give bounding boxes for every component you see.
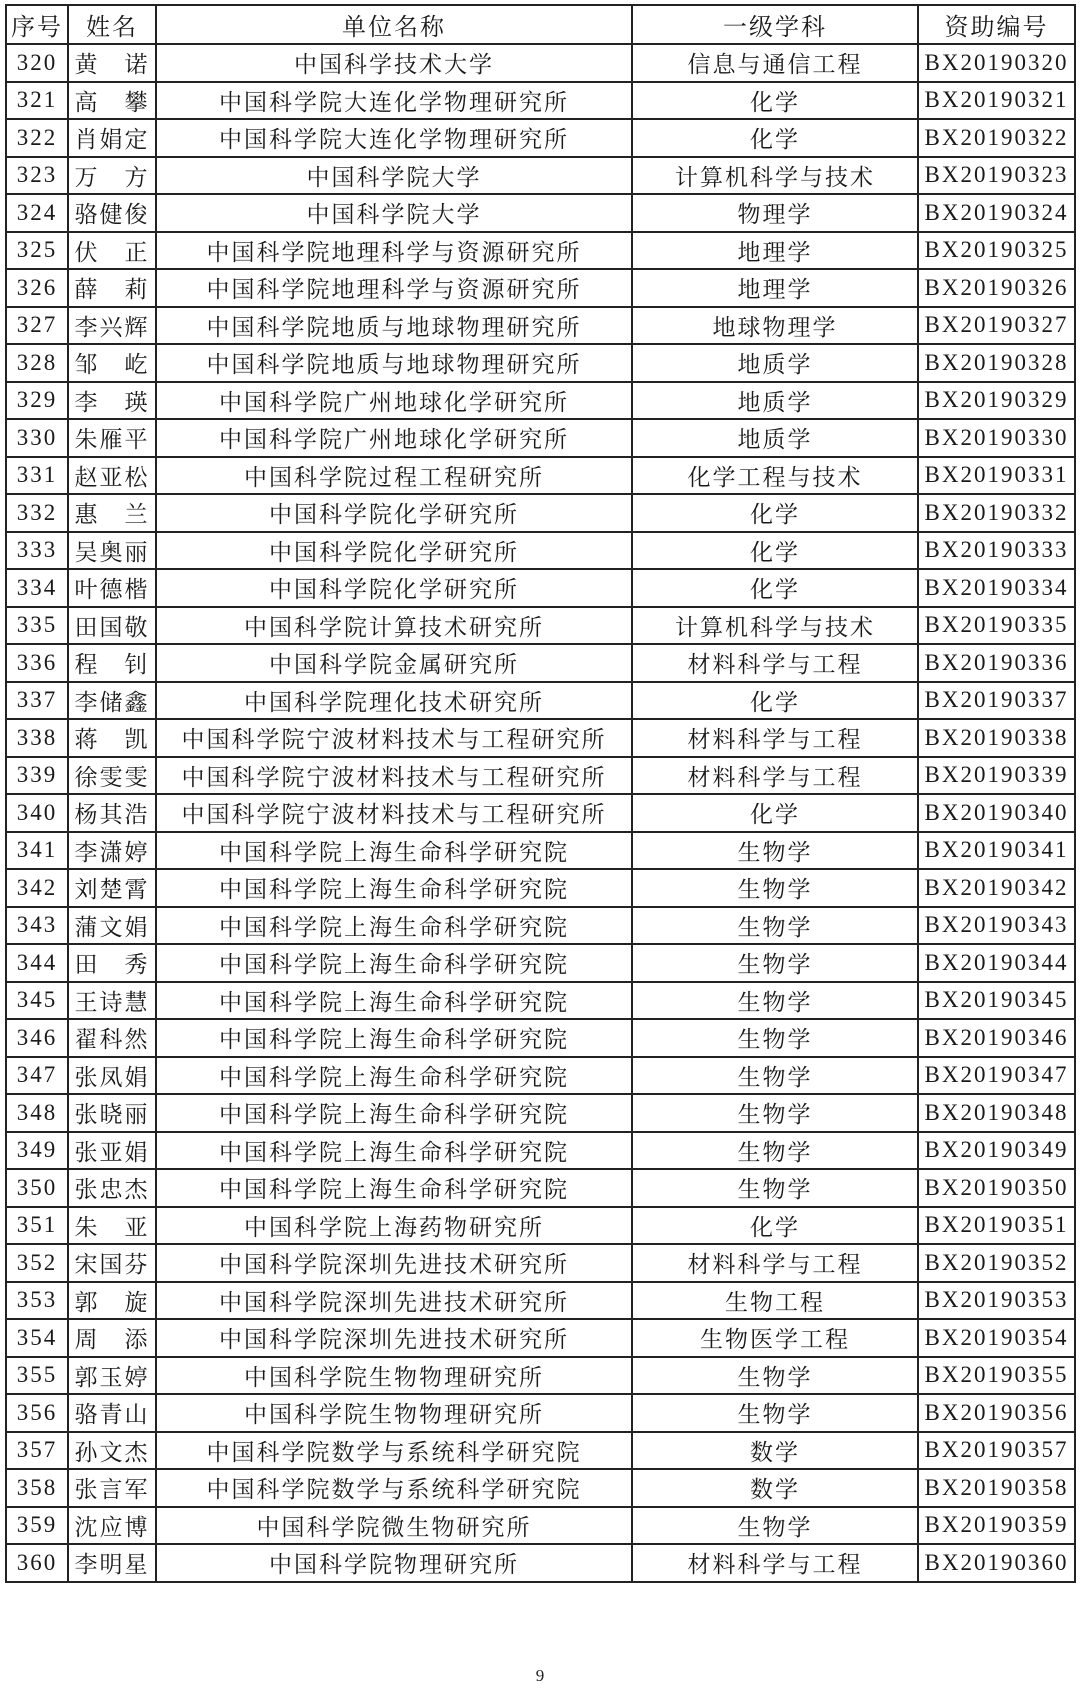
table-row bbox=[6, 1319, 1075, 1357]
table-row bbox=[6, 1244, 1075, 1282]
cell-seq: 333 bbox=[6, 532, 68, 570]
cell-subject: 生物学 bbox=[632, 869, 918, 907]
cell-unit: 中国科学院广州地球化学研究所 bbox=[156, 382, 632, 420]
cell-subject: 化学 bbox=[632, 794, 918, 832]
cell-seq: 358 bbox=[6, 1469, 68, 1507]
table-row bbox=[6, 157, 1075, 195]
cell-name: 蒲文娟 bbox=[68, 907, 156, 945]
cell-name: 骆健俊 bbox=[68, 194, 156, 232]
cell-name: 杨其浩 bbox=[68, 794, 156, 832]
cell-name: 肖娟定 bbox=[68, 119, 156, 157]
table-row bbox=[6, 1019, 1075, 1057]
table-row bbox=[6, 382, 1075, 420]
table-row bbox=[6, 607, 1075, 645]
table-row bbox=[6, 1507, 1075, 1545]
cell-subject: 生物学 bbox=[632, 1357, 918, 1395]
table-row bbox=[6, 982, 1075, 1020]
cell-seq: 341 bbox=[6, 832, 68, 870]
cell-grant-id: BX20190325 bbox=[918, 232, 1075, 270]
cell-seq: 352 bbox=[6, 1244, 68, 1282]
cell-name: 周 添 bbox=[68, 1319, 156, 1357]
cell-grant-id: BX20190323 bbox=[918, 157, 1075, 195]
table-row bbox=[6, 194, 1075, 232]
cell-name: 蒋 凯 bbox=[68, 719, 156, 757]
cell-grant-id: BX20190320 bbox=[918, 44, 1075, 82]
cell-seq: 348 bbox=[6, 1094, 68, 1132]
cell-name: 宋国芬 bbox=[68, 1244, 156, 1282]
cell-name: 郭玉婷 bbox=[68, 1357, 156, 1395]
cell-seq: 338 bbox=[6, 719, 68, 757]
cell-grant-id: BX20190331 bbox=[918, 457, 1075, 495]
cell-subject: 生物学 bbox=[632, 1132, 918, 1170]
cell-seq: 353 bbox=[6, 1282, 68, 1320]
table-row bbox=[6, 532, 1075, 570]
cell-name: 翟科然 bbox=[68, 1019, 156, 1057]
page-number: 9 bbox=[535, 1666, 545, 1685]
cell-subject: 化学 bbox=[632, 1207, 918, 1245]
table-row bbox=[6, 1394, 1075, 1432]
cell-unit: 中国科学院地理科学与资源研究所 bbox=[156, 232, 632, 270]
table-row bbox=[6, 1469, 1075, 1507]
cell-unit: 中国科学院广州地球化学研究所 bbox=[156, 419, 632, 457]
cell-grant-id: BX20190345 bbox=[918, 982, 1075, 1020]
table-row bbox=[6, 1169, 1075, 1207]
cell-seq: 339 bbox=[6, 757, 68, 795]
cell-grant-id: BX20190349 bbox=[918, 1132, 1075, 1170]
cell-seq: 342 bbox=[6, 869, 68, 907]
cell-name: 骆青山 bbox=[68, 1394, 156, 1432]
cell-name: 张晓丽 bbox=[68, 1094, 156, 1132]
cell-subject: 生物工程 bbox=[632, 1282, 918, 1320]
table-row bbox=[6, 907, 1075, 945]
cell-grant-id: BX20190337 bbox=[918, 682, 1075, 720]
header-subject: 一级学科 bbox=[632, 5, 918, 44]
cell-subject: 化学 bbox=[632, 532, 918, 570]
cell-name: 邹 屹 bbox=[68, 344, 156, 382]
table-row bbox=[6, 1282, 1075, 1320]
cell-seq: 321 bbox=[6, 82, 68, 120]
cell-unit: 中国科学院上海生命科学研究院 bbox=[156, 1057, 632, 1095]
cell-name: 李 瑛 bbox=[68, 382, 156, 420]
cell-subject: 数学 bbox=[632, 1469, 918, 1507]
cell-seq: 349 bbox=[6, 1132, 68, 1170]
cell-subject: 生物学 bbox=[632, 907, 918, 945]
cell-name: 张忠杰 bbox=[68, 1169, 156, 1207]
cell-subject: 计算机科学与技术 bbox=[632, 157, 918, 195]
cell-name: 惠 兰 bbox=[68, 494, 156, 532]
table-row bbox=[6, 794, 1075, 832]
cell-subject: 数学 bbox=[632, 1432, 918, 1470]
table-row bbox=[6, 82, 1075, 120]
cell-name: 叶德楷 bbox=[68, 569, 156, 607]
table-row bbox=[6, 307, 1075, 345]
cell-name: 张言军 bbox=[68, 1469, 156, 1507]
cell-seq: 359 bbox=[6, 1507, 68, 1545]
cell-subject: 材料科学与工程 bbox=[632, 719, 918, 757]
cell-name: 吴奥丽 bbox=[68, 532, 156, 570]
header-seq: 序号 bbox=[6, 5, 68, 44]
cell-subject: 地质学 bbox=[632, 419, 918, 457]
cell-seq: 344 bbox=[6, 944, 68, 982]
cell-name: 孙文杰 bbox=[68, 1432, 156, 1470]
table-body bbox=[6, 44, 1075, 1582]
cell-name: 高 攀 bbox=[68, 82, 156, 120]
cell-seq: 357 bbox=[6, 1432, 68, 1470]
table-row bbox=[6, 232, 1075, 270]
cell-unit: 中国科学院大学 bbox=[156, 194, 632, 232]
cell-unit: 中国科学院地质与地球物理研究所 bbox=[156, 344, 632, 382]
cell-name: 黄 诺 bbox=[68, 44, 156, 82]
cell-grant-id: BX20190360 bbox=[918, 1544, 1075, 1582]
cell-unit: 中国科学院上海生命科学研究院 bbox=[156, 1169, 632, 1207]
table-row bbox=[6, 269, 1075, 307]
table-row bbox=[6, 719, 1075, 757]
cell-seq: 328 bbox=[6, 344, 68, 382]
cell-grant-id: BX20190333 bbox=[918, 532, 1075, 570]
cell-unit: 中国科学院宁波材料技术与工程研究所 bbox=[156, 757, 632, 795]
table-row bbox=[6, 419, 1075, 457]
cell-subject: 生物学 bbox=[632, 1394, 918, 1432]
table-row bbox=[6, 569, 1075, 607]
cell-seq: 334 bbox=[6, 569, 68, 607]
cell-unit: 中国科学院上海生命科学研究院 bbox=[156, 944, 632, 982]
cell-unit: 中国科学院化学研究所 bbox=[156, 569, 632, 607]
table-row bbox=[6, 1057, 1075, 1095]
cell-seq: 324 bbox=[6, 194, 68, 232]
header-unit: 单位名称 bbox=[156, 5, 632, 44]
roster-table bbox=[5, 4, 1076, 1583]
cell-name: 薛 莉 bbox=[68, 269, 156, 307]
cell-name: 郭 旋 bbox=[68, 1282, 156, 1320]
cell-unit: 中国科学院生物物理研究所 bbox=[156, 1357, 632, 1395]
cell-unit: 中国科学院上海生命科学研究院 bbox=[156, 907, 632, 945]
cell-name: 田国敬 bbox=[68, 607, 156, 645]
cell-seq: 320 bbox=[6, 44, 68, 82]
cell-seq: 335 bbox=[6, 607, 68, 645]
cell-subject: 化学 bbox=[632, 494, 918, 532]
cell-grant-id: BX20190351 bbox=[918, 1207, 1075, 1245]
cell-subject: 地质学 bbox=[632, 382, 918, 420]
cell-subject: 材料科学与工程 bbox=[632, 1544, 918, 1582]
cell-name: 王诗慧 bbox=[68, 982, 156, 1020]
cell-unit: 中国科学院化学研究所 bbox=[156, 494, 632, 532]
cell-subject: 生物学 bbox=[632, 832, 918, 870]
header-name: 姓名 bbox=[68, 5, 156, 44]
cell-grant-id: BX20190344 bbox=[918, 944, 1075, 982]
cell-unit: 中国科学院地理科学与资源研究所 bbox=[156, 269, 632, 307]
cell-subject: 化学 bbox=[632, 82, 918, 120]
cell-unit: 中国科学院深圳先进技术研究所 bbox=[156, 1244, 632, 1282]
cell-unit: 中国科学院理化技术研究所 bbox=[156, 682, 632, 720]
cell-grant-id: BX20190326 bbox=[918, 269, 1075, 307]
cell-seq: 347 bbox=[6, 1057, 68, 1095]
cell-unit: 中国科学院地质与地球物理研究所 bbox=[156, 307, 632, 345]
cell-name: 万 方 bbox=[68, 157, 156, 195]
cell-subject: 化学 bbox=[632, 682, 918, 720]
cell-grant-id: BX20190343 bbox=[918, 907, 1075, 945]
cell-seq: 327 bbox=[6, 307, 68, 345]
cell-grant-id: BX20190328 bbox=[918, 344, 1075, 382]
cell-subject: 生物医学工程 bbox=[632, 1319, 918, 1357]
cell-grant-id: BX20190332 bbox=[918, 494, 1075, 532]
cell-grant-id: BX20190335 bbox=[918, 607, 1075, 645]
cell-grant-id: BX20190348 bbox=[918, 1094, 1075, 1132]
cell-subject: 地球物理学 bbox=[632, 307, 918, 345]
cell-grant-id: BX20190354 bbox=[918, 1319, 1075, 1357]
cell-subject: 化学工程与技术 bbox=[632, 457, 918, 495]
cell-seq: 346 bbox=[6, 1019, 68, 1057]
cell-grant-id: BX20190352 bbox=[918, 1244, 1075, 1282]
cell-name: 李潇婷 bbox=[68, 832, 156, 870]
cell-unit: 中国科学院上海药物研究所 bbox=[156, 1207, 632, 1245]
cell-seq: 351 bbox=[6, 1207, 68, 1245]
cell-grant-id: BX20190341 bbox=[918, 832, 1075, 870]
table-row bbox=[6, 1207, 1075, 1245]
table-row bbox=[6, 44, 1075, 82]
cell-grant-id: BX20190327 bbox=[918, 307, 1075, 345]
cell-seq: 337 bbox=[6, 682, 68, 720]
table-row bbox=[6, 1357, 1075, 1395]
cell-grant-id: BX20190339 bbox=[918, 757, 1075, 795]
cell-unit: 中国科学院上海生命科学研究院 bbox=[156, 869, 632, 907]
cell-seq: 330 bbox=[6, 419, 68, 457]
cell-name: 朱雁平 bbox=[68, 419, 156, 457]
cell-subject: 生物学 bbox=[632, 1507, 918, 1545]
cell-unit: 中国科学院宁波材料技术与工程研究所 bbox=[156, 719, 632, 757]
cell-subject: 地理学 bbox=[632, 269, 918, 307]
header-grant-id: 资助编号 bbox=[918, 5, 1075, 44]
cell-grant-id: BX20190330 bbox=[918, 419, 1075, 457]
cell-name: 李兴辉 bbox=[68, 307, 156, 345]
cell-seq: 354 bbox=[6, 1319, 68, 1357]
cell-name: 朱 亚 bbox=[68, 1207, 156, 1245]
cell-unit: 中国科学院上海生命科学研究院 bbox=[156, 1019, 632, 1057]
cell-subject: 计算机科学与技术 bbox=[632, 607, 918, 645]
cell-unit: 中国科学技术大学 bbox=[156, 44, 632, 82]
cell-unit: 中国科学院大连化学物理研究所 bbox=[156, 82, 632, 120]
cell-unit: 中国科学院上海生命科学研究院 bbox=[156, 982, 632, 1020]
cell-subject: 信息与通信工程 bbox=[632, 44, 918, 82]
cell-grant-id: BX20190342 bbox=[918, 869, 1075, 907]
cell-grant-id: BX20190347 bbox=[918, 1057, 1075, 1095]
table-row bbox=[6, 644, 1075, 682]
table-row bbox=[6, 119, 1075, 157]
cell-seq: 360 bbox=[6, 1544, 68, 1582]
cell-name: 田 秀 bbox=[68, 944, 156, 982]
cell-name: 张凤娟 bbox=[68, 1057, 156, 1095]
cell-subject: 生物学 bbox=[632, 944, 918, 982]
cell-name: 李储鑫 bbox=[68, 682, 156, 720]
cell-seq: 356 bbox=[6, 1394, 68, 1432]
cell-subject: 生物学 bbox=[632, 1094, 918, 1132]
cell-grant-id: BX20190322 bbox=[918, 119, 1075, 157]
cell-unit: 中国科学院上海生命科学研究院 bbox=[156, 832, 632, 870]
cell-unit: 中国科学院大连化学物理研究所 bbox=[156, 119, 632, 157]
cell-seq: 323 bbox=[6, 157, 68, 195]
cell-name: 刘楚霄 bbox=[68, 869, 156, 907]
cell-grant-id: BX20190346 bbox=[918, 1019, 1075, 1057]
cell-subject: 地质学 bbox=[632, 344, 918, 382]
cell-grant-id: BX20190359 bbox=[918, 1507, 1075, 1545]
cell-unit: 中国科学院深圳先进技术研究所 bbox=[156, 1319, 632, 1357]
cell-seq: 322 bbox=[6, 119, 68, 157]
cell-subject: 化学 bbox=[632, 119, 918, 157]
cell-unit: 中国科学院金属研究所 bbox=[156, 644, 632, 682]
cell-unit: 中国科学院微生物研究所 bbox=[156, 1507, 632, 1545]
cell-seq: 343 bbox=[6, 907, 68, 945]
cell-unit: 中国科学院物理研究所 bbox=[156, 1544, 632, 1582]
cell-grant-id: BX20190353 bbox=[918, 1282, 1075, 1320]
cell-grant-id: BX20190350 bbox=[918, 1169, 1075, 1207]
cell-subject: 物理学 bbox=[632, 194, 918, 232]
table-row bbox=[6, 1544, 1075, 1582]
cell-seq: 331 bbox=[6, 457, 68, 495]
cell-grant-id: BX20190329 bbox=[918, 382, 1075, 420]
cell-name: 赵亚松 bbox=[68, 457, 156, 495]
table-row bbox=[6, 1432, 1075, 1470]
cell-grant-id: BX20190355 bbox=[918, 1357, 1075, 1395]
cell-subject: 地理学 bbox=[632, 232, 918, 270]
cell-seq: 345 bbox=[6, 982, 68, 1020]
cell-grant-id: BX20190358 bbox=[918, 1469, 1075, 1507]
cell-subject: 生物学 bbox=[632, 1057, 918, 1095]
cell-unit: 中国科学院生物物理研究所 bbox=[156, 1394, 632, 1432]
table-row bbox=[6, 1132, 1075, 1170]
cell-seq: 326 bbox=[6, 269, 68, 307]
table-row bbox=[6, 457, 1075, 495]
cell-subject: 材料科学与工程 bbox=[632, 757, 918, 795]
cell-name: 张亚娟 bbox=[68, 1132, 156, 1170]
table-row bbox=[6, 1094, 1075, 1132]
cell-seq: 340 bbox=[6, 794, 68, 832]
cell-seq: 336 bbox=[6, 644, 68, 682]
cell-seq: 325 bbox=[6, 232, 68, 270]
cell-grant-id: BX20190336 bbox=[918, 644, 1075, 682]
cell-subject: 生物学 bbox=[632, 982, 918, 1020]
cell-name: 伏 正 bbox=[68, 232, 156, 270]
table-row bbox=[6, 682, 1075, 720]
table-row bbox=[6, 869, 1075, 907]
header-row bbox=[6, 5, 1075, 44]
table-row bbox=[6, 757, 1075, 795]
cell-grant-id: BX20190357 bbox=[918, 1432, 1075, 1470]
cell-seq: 332 bbox=[6, 494, 68, 532]
cell-name: 李明星 bbox=[68, 1544, 156, 1582]
cell-subject: 材料科学与工程 bbox=[632, 1244, 918, 1282]
cell-subject: 化学 bbox=[632, 569, 918, 607]
cell-grant-id: BX20190324 bbox=[918, 194, 1075, 232]
table-row bbox=[6, 344, 1075, 382]
cell-unit: 中国科学院深圳先进技术研究所 bbox=[156, 1282, 632, 1320]
cell-grant-id: BX20190334 bbox=[918, 569, 1075, 607]
cell-seq: 350 bbox=[6, 1169, 68, 1207]
cell-unit: 中国科学院上海生命科学研究院 bbox=[156, 1132, 632, 1170]
cell-seq: 355 bbox=[6, 1357, 68, 1395]
cell-unit: 中国科学院数学与系统科学研究院 bbox=[156, 1469, 632, 1507]
cell-unit: 中国科学院宁波材料技术与工程研究所 bbox=[156, 794, 632, 832]
cell-grant-id: BX20190321 bbox=[918, 82, 1075, 120]
cell-subject: 材料科学与工程 bbox=[632, 644, 918, 682]
cell-name: 沈应博 bbox=[68, 1507, 156, 1545]
cell-subject: 生物学 bbox=[632, 1019, 918, 1057]
table-row bbox=[6, 832, 1075, 870]
cell-seq: 329 bbox=[6, 382, 68, 420]
table-header bbox=[6, 5, 1075, 44]
table-row bbox=[6, 494, 1075, 532]
cell-name: 程 钊 bbox=[68, 644, 156, 682]
cell-grant-id: BX20190356 bbox=[918, 1394, 1075, 1432]
cell-subject: 生物学 bbox=[632, 1169, 918, 1207]
cell-unit: 中国科学院计算技术研究所 bbox=[156, 607, 632, 645]
cell-unit: 中国科学院数学与系统科学研究院 bbox=[156, 1432, 632, 1470]
cell-unit: 中国科学院过程工程研究所 bbox=[156, 457, 632, 495]
cell-grant-id: BX20190340 bbox=[918, 794, 1075, 832]
table-row bbox=[6, 944, 1075, 982]
cell-unit: 中国科学院大学 bbox=[156, 157, 632, 195]
cell-unit: 中国科学院上海生命科学研究院 bbox=[156, 1094, 632, 1132]
cell-name: 徐雯雯 bbox=[68, 757, 156, 795]
cell-grant-id: BX20190338 bbox=[918, 719, 1075, 757]
cell-unit: 中国科学院化学研究所 bbox=[156, 532, 632, 570]
